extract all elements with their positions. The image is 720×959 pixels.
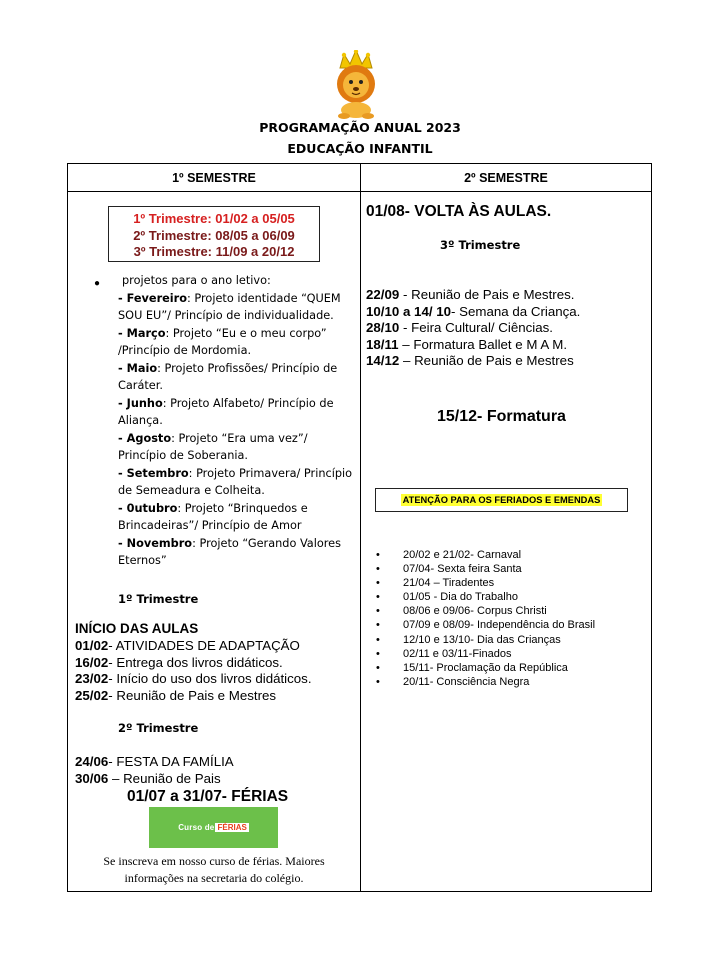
trimester-1-label: 1º Trimestre: [118, 592, 199, 606]
event-line: 18/11 – Formatura Ballet e M A M.: [366, 336, 568, 352]
holiday-item: • 07/09 e 08/09- Independência do Brasil: [376, 618, 595, 632]
event-line: 22/09 - Reunião de Pais e Mestres.: [366, 287, 575, 302]
second-semester-events: [366, 287, 580, 370]
event-line: 30/06 – Reunião de Pais: [75, 770, 221, 786]
event-line: 10/10 a 14/ 10- Semana da Criança.: [366, 303, 581, 319]
holiday-item: • 12/10 e 13/10- Dia das Crianças: [376, 633, 595, 647]
holidays-notice: ATENÇÃO PARA OS FERIADOS E EMENDAS: [402, 495, 601, 505]
school-lion-logo: [328, 50, 384, 120]
holiday-item: • 02/11 e 03/11-Finados: [376, 647, 595, 661]
holiday-item: • 20/11- Consciência Negra: [376, 675, 595, 689]
holiday-item: • 20/02 e 21/02- Carnaval: [376, 548, 595, 562]
event-line: 16/02- Entrega dos livros didáticos.: [75, 654, 283, 670]
project-item: - Novembro: Projeto “Gerando Valores Eternos”: [118, 536, 342, 567]
trimester-2-dates: 2º Trimestre: 08/05 a 06/09: [133, 227, 295, 243]
trimester-3-label: 3º Trimestre: [440, 238, 521, 252]
holiday-item: • 21/04 – Tiradentes: [376, 576, 595, 590]
inicio-das-aulas: INÍCIO DAS AULAS: [75, 621, 199, 636]
projects-list: [118, 272, 358, 570]
formatura-date: 15/12- Formatura: [437, 408, 566, 425]
trimester-dates-box: [108, 206, 320, 262]
trimester-1-events: [75, 638, 312, 704]
holiday-item: • 01/05 - Dia do Trabalho: [376, 590, 595, 604]
page-subtitle: EDUCAÇÃO INFANTIL: [287, 141, 433, 156]
schedule-table: [67, 163, 652, 892]
holiday-item: • 08/06 e 09/06- Corpus Christi: [376, 604, 595, 618]
trimester-2-label: 2º Trimestre: [118, 721, 199, 735]
bullet-icon: ●: [94, 278, 101, 289]
project-item: - Maio: Projeto Profissões/ Princípio de Caráter.: [118, 361, 338, 392]
header-divider: [68, 191, 651, 192]
holiday-item: • 15/11- Proclamação da República: [376, 661, 595, 675]
project-item: - Setembro: Projeto Primavera/ Princípio de Semeadura e Colheita.: [118, 466, 353, 497]
volta-as-aulas: 01/08- VOLTA ÀS AULAS.: [366, 203, 552, 220]
trimester-2-events: [75, 754, 234, 787]
project-item: - 0utubro: Projeto “Brinquedos e Brincadeiras”/ Princípio de Amor: [118, 501, 308, 532]
ferias-dates: 01/07 a 31/07- FÉRIAS: [127, 788, 289, 805]
badge-highlight: FÉRIAS: [217, 823, 247, 832]
first-semester-header: 1º SEMESTRE: [172, 171, 256, 185]
project-item: - Junho: Projeto Alfabeto/ Princípio de Aliança.: [118, 396, 334, 427]
badge-prefix: Curso de: [178, 823, 215, 832]
project-item: - Agosto: Projeto “Era uma vez”/ Princípio de Soberania.: [118, 431, 308, 462]
project-item: - Fevereiro: Projeto identidade “QUEM SOU EU”/ Princípio de individualidade.: [118, 291, 341, 322]
curso-ferias-note: Se inscreva em nosso curso de férias. Maiores informações na secretaria do colégio.: [103, 854, 325, 885]
event-line: 25/02- Reunião de Pais e Mestres: [75, 687, 277, 703]
event-line: 14/12 – Reunião de Pais e Mestres: [366, 353, 574, 368]
trimester-1-dates: 1º Trimestre: 01/02 a 05/05: [133, 211, 295, 226]
second-semester-header: 2º SEMESTRE: [464, 171, 548, 185]
curso-de-ferias-badge: [149, 807, 278, 848]
trimester-3-dates: 3º Trimestre: 11/09 a 20/12: [133, 244, 295, 259]
event-line: 24/06- FESTA DA FAMÍLIA: [75, 754, 234, 769]
page-title: PROGRAMAÇÃO ANUAL 2023: [259, 120, 461, 135]
event-line: 01/02- ATIVIDADES DE ADAPTAÇÃO: [75, 638, 300, 653]
project-item: - Março: Projeto “Eu e o meu corpo” /Princípio de Mordomia.: [118, 326, 327, 357]
event-line: 28/10 - Feira Cultural/ Ciências.: [366, 320, 553, 335]
holiday-item: • 07/04- Sexta feira Santa: [376, 562, 595, 576]
holidays-notice-box: [375, 488, 628, 512]
holidays-list: [376, 548, 595, 689]
projects-intro: projetos para o ano letivo:: [122, 274, 271, 287]
column-divider: [360, 164, 361, 891]
event-line: 23/02- Início do uso dos livros didáticos.: [75, 671, 312, 686]
